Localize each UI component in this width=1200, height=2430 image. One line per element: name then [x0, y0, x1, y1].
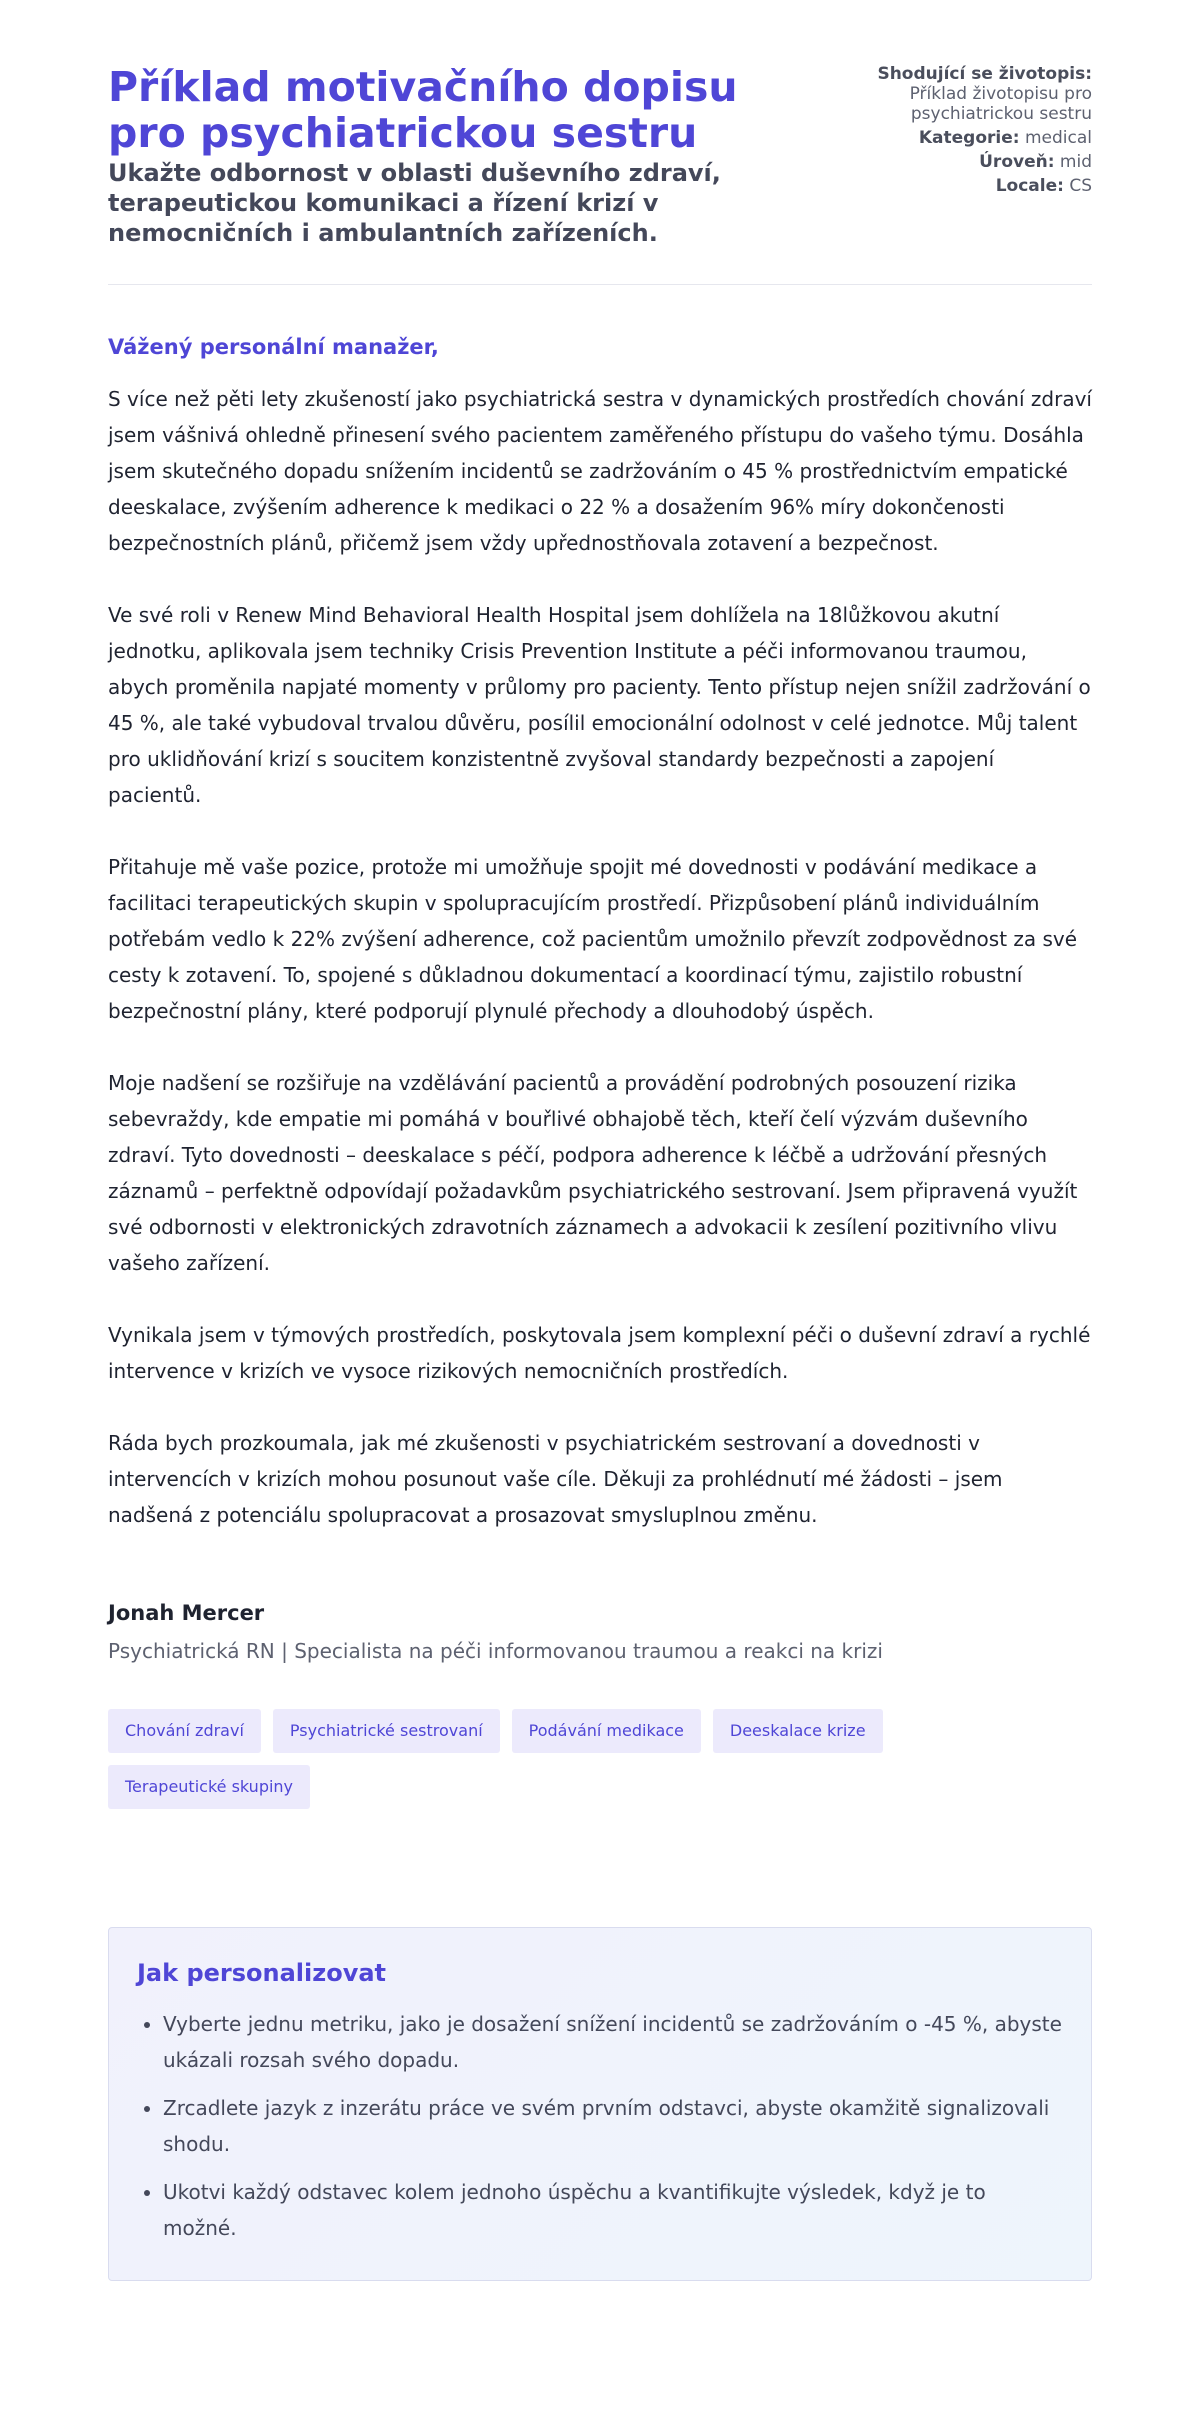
skill-tag[interactable]: Psychiatrické sestrovaní [273, 1709, 500, 1753]
letter-paragraph: S více než pěti lety zkušeností jako psychiatrická sestra v dynamických prostředích chování zdraví jsem vášnivá ohledně přinesení svého pacientem zaměřeného přístupu do vašeho týmu. Dosáhla jsem skutečného dopadu snížením incidentů se zadržováním o 45 % prostřednictvím empatické deeskalace, zvýšením adherence k medikaci o 22 % a dosažením 96% míry dokončenosti bezpečnostních plánů, přičemž jsem vždy upřednostňovala zotavení a bezpečnost. [108, 387, 1092, 555]
meta-locale [842, 176, 1092, 196]
skill-tag[interactable]: Podávání medikace [512, 1709, 701, 1753]
meta-locale-label: Locale: [995, 176, 1064, 196]
page-subtitle: Ukažte odbornost v oblasti duševního zdraví, terapeutickou komunikaci a řízení krizí v nemocničních i ambulantních zařízeních. [108, 159, 721, 247]
meta-panel [842, 64, 1092, 200]
meta-resume [842, 64, 1092, 124]
salutation: Vážený personální manažer, [108, 335, 439, 359]
letter-body [108, 333, 1092, 1533]
meta-resume-label: Shodující se životopis: [877, 64, 1092, 84]
personalize-tips-box [108, 1927, 1092, 2281]
meta-level-label: Úroveň: [979, 152, 1055, 172]
letter-paragraph: Vynikala jsem v týmových prostředích, poskytovala jsem komplexní péči o duševní zdraví a rychlé intervence v krizích ve vysoce rizikových nemocničních prostředích. [108, 1323, 1091, 1383]
document-header [108, 64, 1092, 285]
page-title: Příklad motivačního dopisu pro psychiatrickou sestru [108, 63, 738, 157]
header-titles [108, 64, 828, 248]
tip-item: • Vyberte jednu metriku, jako je dosažení snížení incidentů se zadržováním o -45 %, abyste ukázali rozsah svého dopadu. [163, 2006, 1063, 2078]
tip-item: • Ukotvi každý odstavec kolem jednoho úspěchu a kvantifikujte výsledek, když je to možné. [163, 2174, 1063, 2246]
meta-level [842, 152, 1092, 172]
skill-tag[interactable]: Chování zdraví [108, 1709, 261, 1753]
letter-paragraph: Moje nadšení se rozšiřuje na vzdělávání pacientů a provádění podrobných posouzení rizika sebevraždy, kde empatie mi pomáhá v bouřlivé obhajobě těch, kteří čelí výzvám duševního zdraví. Tyto dovednosti – deeskalace s péčí, podpora adherence k léčbě a udržování přesných záznamů – perfektně odpovídají požadavkům psychiatrického sestrovaní. Jsem připravená využít své odbornosti v elektronických zdravotních záznamech a advokacii k zesílení pozitivního vlivu vašeho zařízení. [108, 1071, 1078, 1275]
tip-item: • Zrcadlete jazyk z inzerátu práce ve svém prvním odstavci, abyste okamžitě signalizovali shodu. [163, 2090, 1063, 2162]
meta-category [842, 128, 1092, 148]
signature-block [108, 1599, 1092, 1665]
meta-locale-value: CS [1069, 176, 1092, 196]
letter-paragraph: Ráda bych prozkoumala, jak mé zkušenosti v psychiatrickém sestrovaní a dovednosti v intervencích v krizích mohou posunout vaše cíle. Děkuji za prohlédnutí mé žádosti – jsem nadšená z potenciálu spolupracovat a prosazovat smysluplnou změnu. [108, 1431, 1003, 1527]
skill-tag[interactable]: Deeskalace krize [713, 1709, 883, 1753]
signature-title: Psychiatrická RN | Specialista na péči informovanou traumou a reakci na krizi [108, 1639, 883, 1663]
meta-category-value: medical [1024, 128, 1092, 148]
letter-paragraph: Přitahuje mě vaše pozice, protože mi umožňuje spojit mé dovednosti v podávání medikace a facilitaci terapeutických skupin v spolupracujícím prostředí. Přizpůsobení plánů individuálním potřebám vedlo k 22% zvýšení adherence, což pacientům umožnilo převzít zodpovědnost za své cesty k zotavení. To, spojené s důkladnou dokumentací a koordinací týmu, zajistilo robustní bezpečnostní plány, které podporují plynulé přechody a dlouhodobý úspěch. [108, 855, 1078, 1023]
skill-tags [108, 1709, 1008, 1809]
tips-list [137, 2006, 1063, 2246]
meta-level-value: mid [1059, 152, 1092, 172]
meta-category-label: Kategorie: [918, 128, 1020, 148]
letter-paragraph: Ve své roli v Renew Mind Behavioral Health Hospital jsem dohlížela na 18lůžkovou akutní jednotku, aplikovala jsem techniky Crisis Prevention Institute a péči informovanou traumou, abych proměnila napjaté momenty v průlomy pro pacienty. Tento přístup nejen snížil zadržování o 45 %, ale také vybudoval trvalou důvěru, posílil emocionální odolnost v celé jednotce. Můj talent pro uklidňování krizí s soucitem konzistentně zvyšoval standardy bezpečnosti a zapojení pacientů. [108, 603, 1091, 807]
meta-resume-link[interactable]: Příklad životopisu pro psychiatrickou sestru [909, 84, 1092, 124]
signature-name: Jonah Mercer [108, 1601, 265, 1625]
skill-tag[interactable]: Terapeutické skupiny [108, 1765, 310, 1809]
tips-title: Jak personalizovat [137, 1959, 387, 1987]
